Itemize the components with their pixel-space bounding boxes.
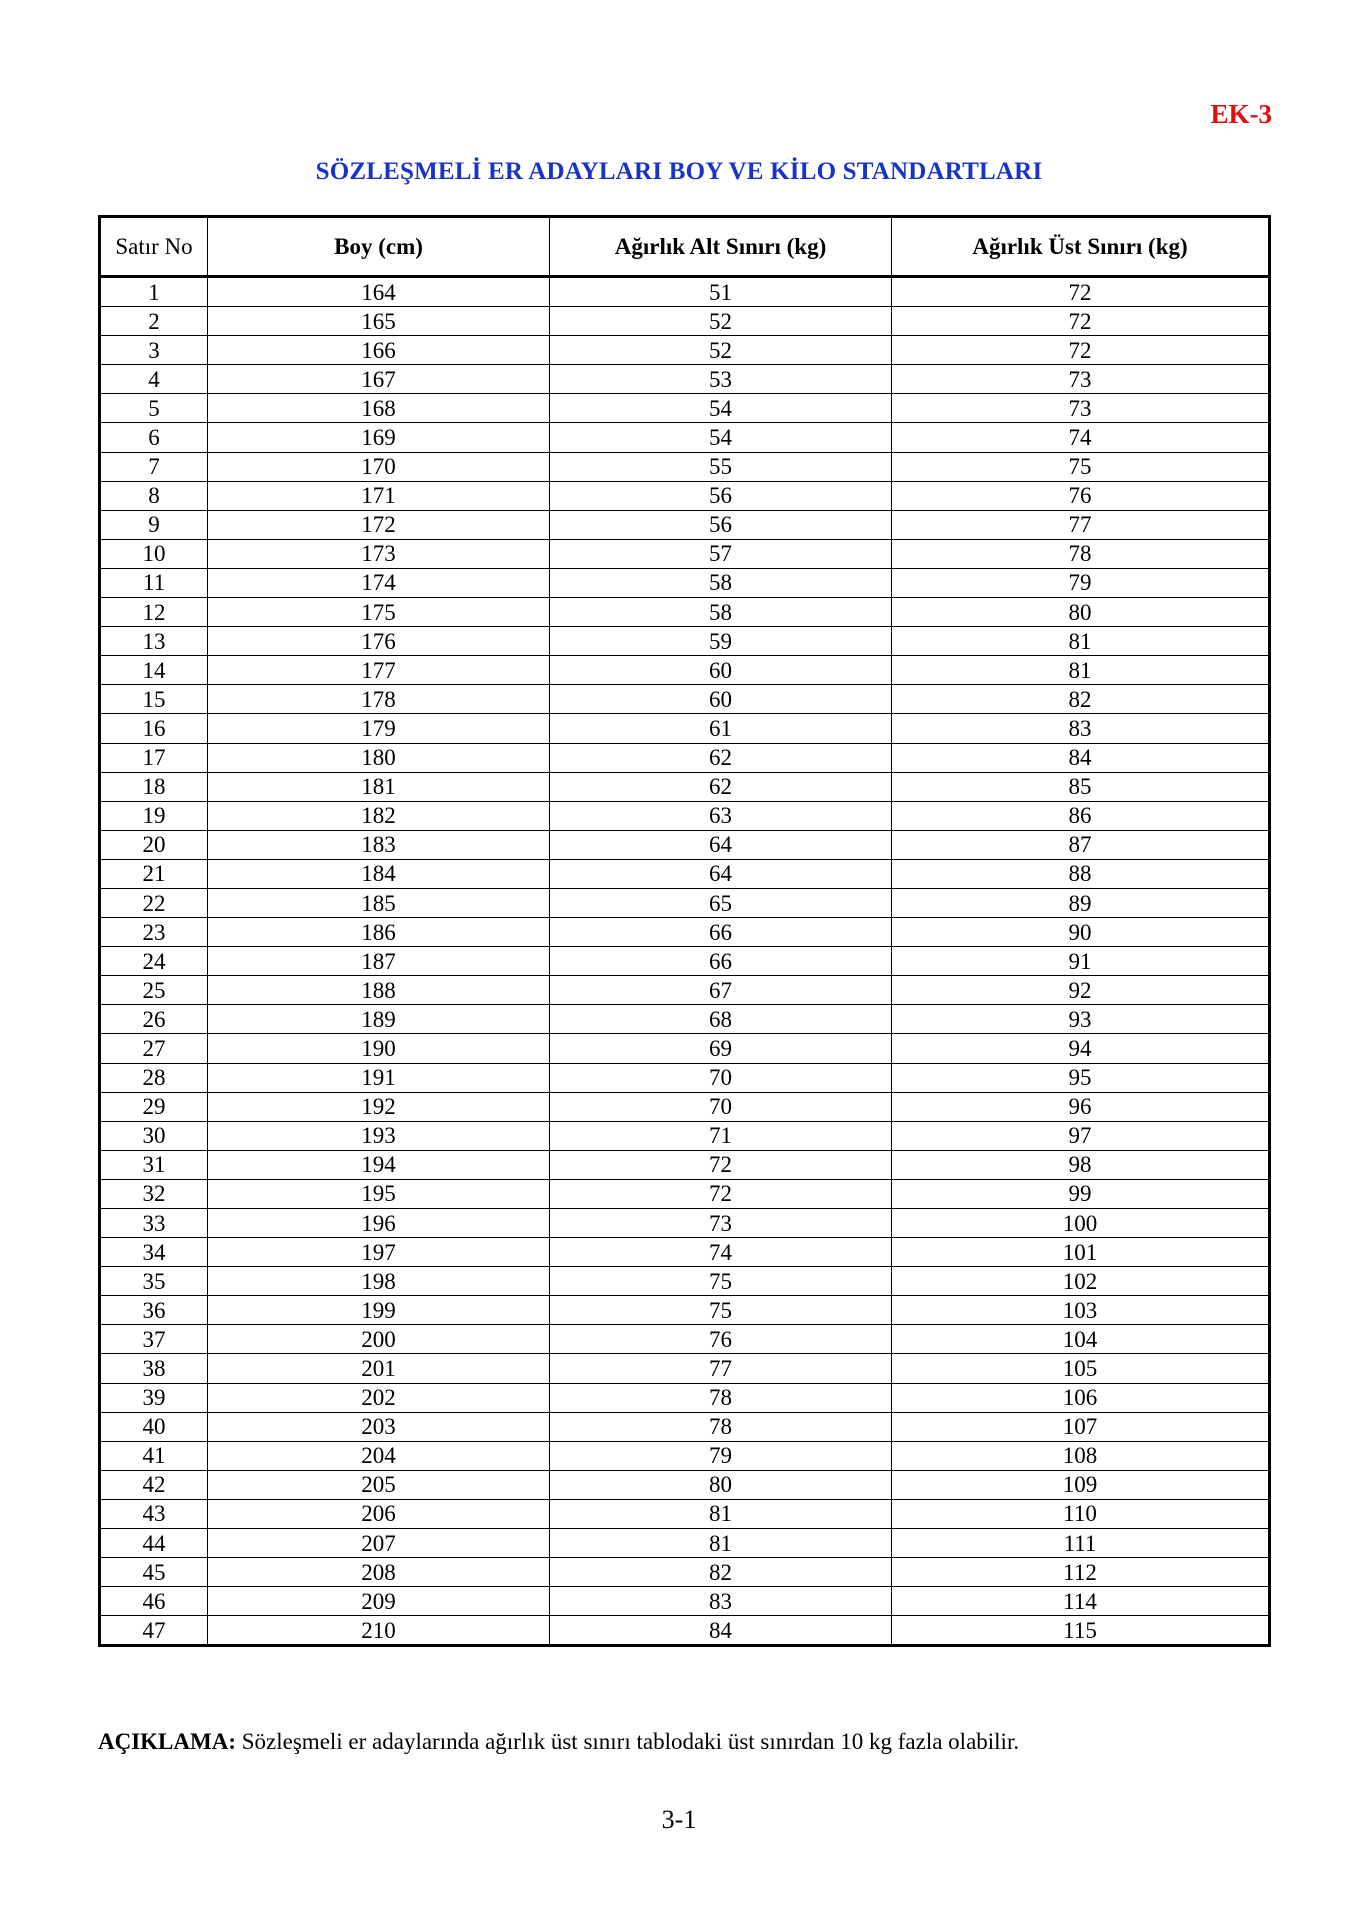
cell-row-no: 47 — [100, 1616, 208, 1646]
cell-weight-max: 100 — [892, 1209, 1270, 1238]
cell-weight-max: 72 — [892, 336, 1270, 365]
cell-weight-max: 72 — [892, 277, 1270, 307]
cell-row-no: 5 — [100, 394, 208, 423]
cell-height: 209 — [208, 1587, 550, 1616]
cell-row-no: 35 — [100, 1267, 208, 1296]
cell-row-no: 29 — [100, 1092, 208, 1121]
cell-weight-min: 52 — [550, 336, 892, 365]
table-row — [100, 1470, 1270, 1499]
cell-row-no: 16 — [100, 714, 208, 743]
table-row — [100, 1005, 1270, 1034]
cell-row-no: 32 — [100, 1179, 208, 1208]
table-row — [100, 452, 1270, 481]
table-row — [100, 1412, 1270, 1441]
cell-weight-min: 56 — [550, 481, 892, 510]
column-header-weight-max: Ağırlık Üst Sınırı (kg) — [892, 217, 1270, 277]
cell-row-no: 30 — [100, 1121, 208, 1150]
cell-height: 198 — [208, 1267, 550, 1296]
table-row — [100, 685, 1270, 714]
cell-height: 210 — [208, 1616, 550, 1646]
cell-height: 192 — [208, 1092, 550, 1121]
explanation-note — [98, 1729, 1019, 1755]
cell-weight-min: 72 — [550, 1179, 892, 1208]
cell-height: 167 — [208, 365, 550, 394]
table-row — [100, 1383, 1270, 1412]
cell-weight-min: 73 — [550, 1209, 892, 1238]
cell-height: 188 — [208, 976, 550, 1005]
cell-weight-min: 67 — [550, 976, 892, 1005]
cell-weight-max: 95 — [892, 1063, 1270, 1092]
cell-height: 194 — [208, 1150, 550, 1179]
cell-height: 207 — [208, 1529, 550, 1558]
table-row — [100, 1296, 1270, 1325]
cell-weight-min: 77 — [550, 1354, 892, 1383]
table-row — [100, 481, 1270, 510]
table-row — [100, 714, 1270, 743]
cell-weight-min: 60 — [550, 685, 892, 714]
cell-row-no: 36 — [100, 1296, 208, 1325]
cell-height: 201 — [208, 1354, 550, 1383]
cell-height: 187 — [208, 947, 550, 976]
cell-height: 182 — [208, 801, 550, 830]
cell-weight-max: 99 — [892, 1179, 1270, 1208]
cell-weight-max: 107 — [892, 1412, 1270, 1441]
cell-weight-max: 74 — [892, 423, 1270, 452]
cell-row-no: 45 — [100, 1558, 208, 1587]
cell-weight-max: 109 — [892, 1470, 1270, 1499]
cell-weight-min: 68 — [550, 1005, 892, 1034]
cell-weight-min: 64 — [550, 830, 892, 859]
table-row — [100, 1179, 1270, 1208]
cell-weight-min: 59 — [550, 627, 892, 656]
cell-weight-min: 53 — [550, 365, 892, 394]
cell-height: 181 — [208, 772, 550, 801]
cell-weight-max: 79 — [892, 568, 1270, 597]
table-row — [100, 1558, 1270, 1587]
cell-weight-max: 77 — [892, 510, 1270, 539]
cell-height: 171 — [208, 481, 550, 510]
cell-row-no: 40 — [100, 1412, 208, 1441]
cell-weight-max: 101 — [892, 1238, 1270, 1267]
cell-weight-min: 55 — [550, 452, 892, 481]
cell-height: 185 — [208, 888, 550, 917]
table-row — [100, 423, 1270, 452]
cell-height: 195 — [208, 1179, 550, 1208]
cell-height: 170 — [208, 452, 550, 481]
cell-weight-max: 81 — [892, 627, 1270, 656]
cell-row-no: 25 — [100, 976, 208, 1005]
cell-weight-max: 104 — [892, 1325, 1270, 1354]
cell-weight-max: 114 — [892, 1587, 1270, 1616]
cell-height: 177 — [208, 656, 550, 685]
table-row — [100, 1238, 1270, 1267]
table-row — [100, 1441, 1270, 1470]
cell-weight-max: 73 — [892, 394, 1270, 423]
cell-weight-min: 54 — [550, 423, 892, 452]
cell-weight-min: 81 — [550, 1529, 892, 1558]
cell-row-no: 23 — [100, 918, 208, 947]
cell-height: 175 — [208, 598, 550, 627]
cell-row-no: 13 — [100, 627, 208, 656]
table-row — [100, 976, 1270, 1005]
cell-height: 165 — [208, 307, 550, 336]
column-header-height: Boy (cm) — [208, 217, 550, 277]
cell-row-no: 21 — [100, 859, 208, 888]
cell-weight-min: 58 — [550, 598, 892, 627]
cell-weight-max: 82 — [892, 685, 1270, 714]
explanation-text: Sözleşmeli er adaylarında ağırlık üst sınırı tablodaki üst sınırdan 10 kg fazla olabilir. — [241, 1729, 1020, 1754]
table-row — [100, 1325, 1270, 1354]
cell-row-no: 31 — [100, 1150, 208, 1179]
cell-row-no: 22 — [100, 888, 208, 917]
cell-weight-max: 94 — [892, 1034, 1270, 1063]
cell-row-no: 33 — [100, 1209, 208, 1238]
cell-height: 208 — [208, 1558, 550, 1587]
cell-weight-min: 78 — [550, 1383, 892, 1412]
table-row — [100, 1354, 1270, 1383]
cell-weight-min: 56 — [550, 510, 892, 539]
table-row — [100, 772, 1270, 801]
table-row — [100, 743, 1270, 772]
cell-weight-min: 60 — [550, 656, 892, 685]
cell-weight-max: 78 — [892, 539, 1270, 568]
cell-row-no: 27 — [100, 1034, 208, 1063]
cell-height: 178 — [208, 685, 550, 714]
table-row — [100, 539, 1270, 568]
cell-row-no: 39 — [100, 1383, 208, 1412]
table-row — [100, 277, 1270, 307]
table-row — [100, 307, 1270, 336]
cell-row-no: 42 — [100, 1470, 208, 1499]
cell-weight-max: 112 — [892, 1558, 1270, 1587]
table-row — [100, 801, 1270, 830]
cell-height: 183 — [208, 830, 550, 859]
table-row — [100, 1587, 1270, 1616]
explanation-label: AÇIKLAMA: — [98, 1729, 236, 1754]
document-title: SÖZLEŞMELİ ER ADAYLARI BOY VE KİLO STANDARTLARI — [315, 158, 1043, 185]
table-row — [100, 947, 1270, 976]
cell-height: 168 — [208, 394, 550, 423]
column-header-weight-min: Ağırlık Alt Sınırı (kg) — [550, 217, 892, 277]
cell-weight-min: 75 — [550, 1267, 892, 1296]
table-row — [100, 627, 1270, 656]
table-row — [100, 1150, 1270, 1179]
cell-weight-min: 62 — [550, 743, 892, 772]
cell-weight-min: 66 — [550, 947, 892, 976]
page-number: 3-1 — [661, 1805, 697, 1834]
cell-weight-max: 97 — [892, 1121, 1270, 1150]
cell-row-no: 9 — [100, 510, 208, 539]
cell-row-no: 18 — [100, 772, 208, 801]
cell-weight-min: 61 — [550, 714, 892, 743]
cell-weight-min: 62 — [550, 772, 892, 801]
cell-height: 196 — [208, 1209, 550, 1238]
cell-weight-min: 83 — [550, 1587, 892, 1616]
cell-height: 169 — [208, 423, 550, 452]
cell-height: 173 — [208, 539, 550, 568]
cell-weight-min: 69 — [550, 1034, 892, 1063]
table-row — [100, 1499, 1270, 1528]
cell-row-no: 3 — [100, 336, 208, 365]
cell-weight-max: 90 — [892, 918, 1270, 947]
cell-row-no: 20 — [100, 830, 208, 859]
cell-row-no: 37 — [100, 1325, 208, 1354]
cell-row-no: 26 — [100, 1005, 208, 1034]
cell-weight-max: 87 — [892, 830, 1270, 859]
cell-height: 180 — [208, 743, 550, 772]
cell-height: 203 — [208, 1412, 550, 1441]
cell-height: 206 — [208, 1499, 550, 1528]
cell-weight-min: 63 — [550, 801, 892, 830]
cell-row-no: 41 — [100, 1441, 208, 1470]
table-row — [100, 656, 1270, 685]
cell-weight-max: 105 — [892, 1354, 1270, 1383]
table-row — [100, 598, 1270, 627]
cell-row-no: 14 — [100, 656, 208, 685]
table-row — [100, 1034, 1270, 1063]
table-row — [100, 1063, 1270, 1092]
cell-row-no: 43 — [100, 1499, 208, 1528]
cell-height: 179 — [208, 714, 550, 743]
table-header-row — [100, 217, 1270, 277]
cell-weight-min: 74 — [550, 1238, 892, 1267]
cell-row-no: 46 — [100, 1587, 208, 1616]
cell-weight-max: 86 — [892, 801, 1270, 830]
cell-weight-min: 70 — [550, 1092, 892, 1121]
cell-weight-min: 72 — [550, 1150, 892, 1179]
standards-table — [98, 215, 1271, 1647]
table-row — [100, 510, 1270, 539]
cell-weight-max: 83 — [892, 714, 1270, 743]
table-row — [100, 1121, 1270, 1150]
cell-row-no: 2 — [100, 307, 208, 336]
table-row — [100, 365, 1270, 394]
cell-weight-max: 85 — [892, 772, 1270, 801]
cell-weight-max: 106 — [892, 1383, 1270, 1412]
cell-height: 204 — [208, 1441, 550, 1470]
cell-weight-min: 76 — [550, 1325, 892, 1354]
cell-weight-max: 84 — [892, 743, 1270, 772]
cell-row-no: 8 — [100, 481, 208, 510]
cell-weight-min: 78 — [550, 1412, 892, 1441]
cell-row-no: 10 — [100, 539, 208, 568]
table-row — [100, 830, 1270, 859]
cell-row-no: 15 — [100, 685, 208, 714]
cell-weight-max: 88 — [892, 859, 1270, 888]
cell-weight-min: 70 — [550, 1063, 892, 1092]
table-row — [100, 859, 1270, 888]
cell-weight-min: 84 — [550, 1616, 892, 1646]
cell-weight-min: 58 — [550, 568, 892, 597]
annex-label: EK-3 — [1210, 99, 1272, 129]
cell-weight-max: 92 — [892, 976, 1270, 1005]
cell-weight-max: 93 — [892, 1005, 1270, 1034]
cell-weight-min: 79 — [550, 1441, 892, 1470]
cell-row-no: 12 — [100, 598, 208, 627]
cell-weight-min: 81 — [550, 1499, 892, 1528]
cell-row-no: 11 — [100, 568, 208, 597]
table-row — [100, 1529, 1270, 1558]
cell-row-no: 19 — [100, 801, 208, 830]
cell-weight-max: 103 — [892, 1296, 1270, 1325]
cell-row-no: 24 — [100, 947, 208, 976]
cell-row-no: 38 — [100, 1354, 208, 1383]
cell-height: 190 — [208, 1034, 550, 1063]
table-row — [100, 1616, 1270, 1646]
table-row — [100, 394, 1270, 423]
table-row — [100, 568, 1270, 597]
cell-weight-max: 75 — [892, 452, 1270, 481]
cell-weight-min: 57 — [550, 539, 892, 568]
cell-height: 191 — [208, 1063, 550, 1092]
cell-weight-max: 110 — [892, 1499, 1270, 1528]
cell-weight-max: 96 — [892, 1092, 1270, 1121]
column-header-row-no: Satır No — [100, 217, 208, 277]
table-body — [100, 277, 1270, 1646]
table-row — [100, 336, 1270, 365]
cell-row-no: 34 — [100, 1238, 208, 1267]
cell-height: 197 — [208, 1238, 550, 1267]
cell-weight-max: 80 — [892, 598, 1270, 627]
cell-weight-min: 52 — [550, 307, 892, 336]
table-row — [100, 1267, 1270, 1296]
table-row — [100, 888, 1270, 917]
cell-weight-max: 91 — [892, 947, 1270, 976]
cell-height: 200 — [208, 1325, 550, 1354]
cell-row-no: 6 — [100, 423, 208, 452]
cell-height: 164 — [208, 277, 550, 307]
cell-weight-max: 72 — [892, 307, 1270, 336]
cell-row-no: 28 — [100, 1063, 208, 1092]
cell-height: 193 — [208, 1121, 550, 1150]
cell-weight-max: 73 — [892, 365, 1270, 394]
cell-weight-min: 51 — [550, 277, 892, 307]
cell-height: 176 — [208, 627, 550, 656]
cell-height: 184 — [208, 859, 550, 888]
cell-weight-max: 81 — [892, 656, 1270, 685]
cell-height: 189 — [208, 1005, 550, 1034]
cell-row-no: 7 — [100, 452, 208, 481]
cell-weight-min: 66 — [550, 918, 892, 947]
table-row — [100, 918, 1270, 947]
cell-weight-max: 102 — [892, 1267, 1270, 1296]
cell-weight-max: 89 — [892, 888, 1270, 917]
cell-weight-min: 64 — [550, 859, 892, 888]
cell-height: 202 — [208, 1383, 550, 1412]
cell-row-no: 1 — [100, 277, 208, 307]
cell-height: 205 — [208, 1470, 550, 1499]
cell-weight-max: 111 — [892, 1529, 1270, 1558]
cell-weight-max: 108 — [892, 1441, 1270, 1470]
cell-height: 186 — [208, 918, 550, 947]
cell-row-no: 17 — [100, 743, 208, 772]
cell-height: 172 — [208, 510, 550, 539]
cell-height: 166 — [208, 336, 550, 365]
table-row — [100, 1209, 1270, 1238]
cell-weight-min: 71 — [550, 1121, 892, 1150]
cell-weight-min: 80 — [550, 1470, 892, 1499]
cell-weight-max: 76 — [892, 481, 1270, 510]
cell-weight-max: 98 — [892, 1150, 1270, 1179]
cell-row-no: 44 — [100, 1529, 208, 1558]
cell-height: 199 — [208, 1296, 550, 1325]
cell-weight-min: 54 — [550, 394, 892, 423]
table-row — [100, 1092, 1270, 1121]
cell-row-no: 4 — [100, 365, 208, 394]
cell-height: 174 — [208, 568, 550, 597]
cell-weight-min: 65 — [550, 888, 892, 917]
cell-weight-min: 82 — [550, 1558, 892, 1587]
cell-weight-min: 75 — [550, 1296, 892, 1325]
cell-weight-max: 115 — [892, 1616, 1270, 1646]
